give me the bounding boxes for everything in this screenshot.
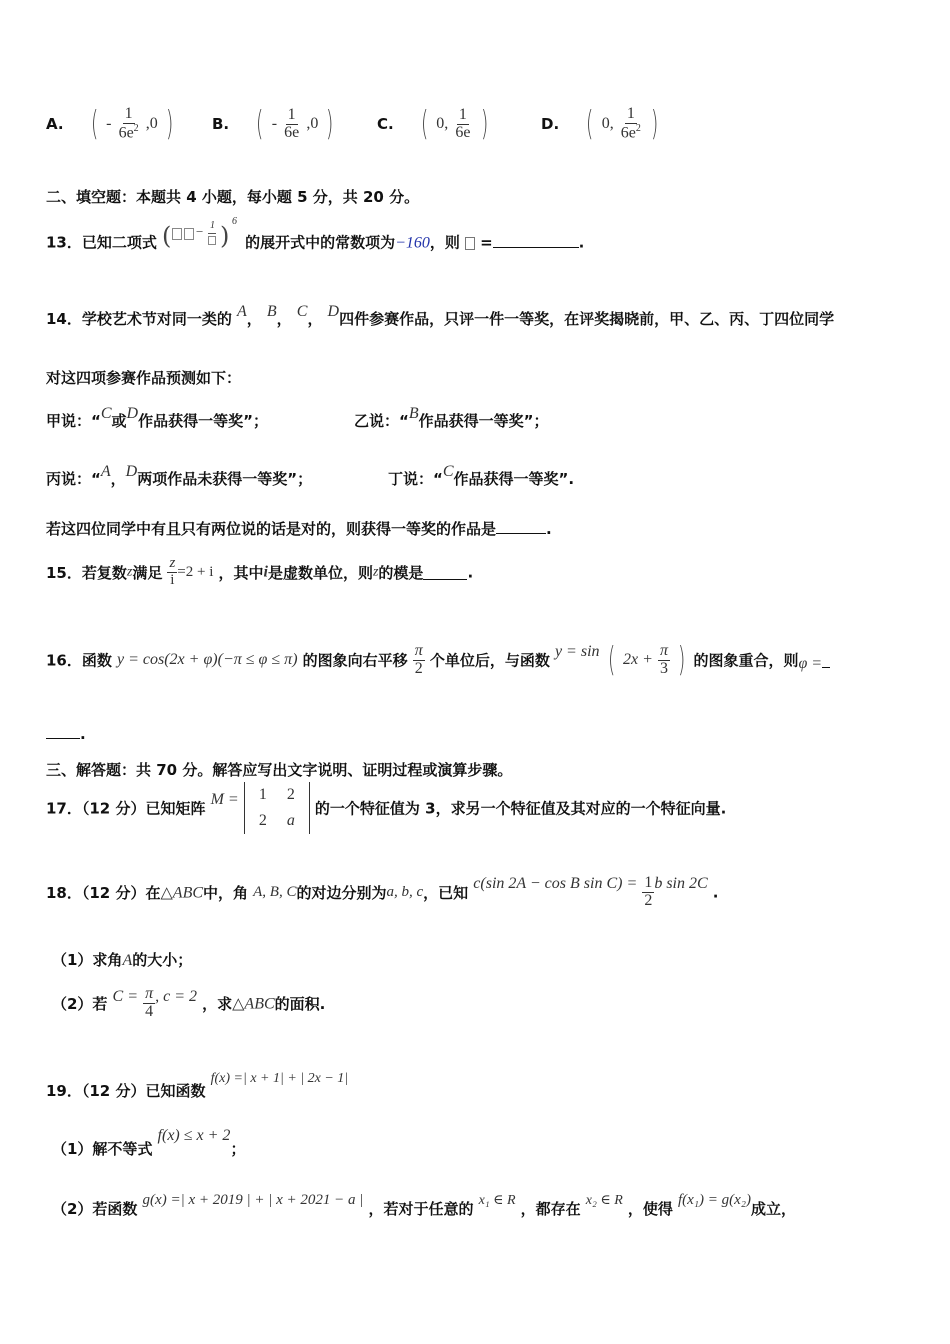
question-19-part-1: （1）解不等式 f(x) ≤ x + 2； (52, 1127, 246, 1158)
pi-over-2-fraction: $\frac{\pi}{2}$ (414, 641, 423, 677)
placeholder-box (465, 237, 475, 250)
question-18: 18．（12 分）在△ABC中，角 A, B, C的对边分别为a, b, c，已知 c(sin 2A − cos B sin C) = $\frac{1}{2}$ b sin 2C . (46, 874, 719, 909)
left-paren: ( (90, 104, 99, 144)
pi-over-4-fraction: $\frac{\pi}{4}$ (145, 985, 154, 1020)
option-c-fraction: $\frac{1}{6e}$ (455, 105, 471, 141)
answer-blank-16a[interactable] (822, 653, 830, 668)
question-14-last: 若这四位同学中有且只有两位说的话是对的，则获得一等奖的作品是 . (46, 520, 552, 538)
half-fraction: $\frac{1}{2}$ (644, 874, 653, 909)
question-16-continued: . (46, 724, 86, 743)
left-paren: ( (420, 104, 429, 144)
question-14-line-2: 对这四项参赛作品预测如下： (46, 369, 242, 387)
option-a-letter: A. (46, 115, 64, 133)
option-a: A. ( - $\frac{1}{6e^2}$ ,0 ) (46, 104, 174, 144)
question-14-ding: 丁说：“C作品获得一等奖”. (388, 463, 575, 488)
binomial-image: ( − 1 ) 6 (161, 216, 237, 250)
answer-blank-13[interactable] (493, 233, 579, 248)
option-a-fraction: $\frac{1}{6e^2}$ (118, 105, 139, 142)
option-d-letter: D. (541, 115, 560, 133)
option-c-letter: C. (377, 115, 394, 133)
option-b-fraction: $\frac{1}{6e}$ (284, 105, 300, 141)
section-3-title: 三、解答题：共 70 分。解答应写出文字说明、证明过程或演算步骤。 (46, 761, 513, 779)
right-paren: ) (480, 104, 488, 144)
option-d-fraction: $\frac{1}{6e^2}$ (620, 105, 641, 142)
option-c: C. ( 0, $\frac{1}{6e}$ ) (377, 104, 488, 144)
question-14-line-1: 14．学校艺术节对同一类的 A， B， C， D四件参赛作品，只评一件一等奖，在评奖揭晓前，甲、乙、丙、丁四位同学 (46, 303, 835, 328)
right-paren: ) (326, 104, 334, 144)
question-19-part-2: （2）若函数 g(x) =| x + 2019 | + | x + 2021 − a | ，若对于任意的 x₁ ∈ R ，都存在 x₂ ∈ R ，使得 f(x₁) = g(x₂)成立， (52, 1192, 797, 1218)
option-d: D. ( 0, $\frac{1}{6e^2}$ ) (541, 104, 659, 144)
question-18-part-1: （1）求角A的大小； (52, 951, 193, 969)
question-14-bing: 丙说：“A，D两项作品未获得一等奖”； (46, 463, 313, 488)
z-over-i-fraction: $\frac{z}{i}$ (169, 555, 176, 588)
matrix-m: 1 2 2 a (244, 782, 310, 834)
left-paren: ( (256, 104, 264, 144)
answer-blank-16b[interactable] (46, 724, 80, 739)
question-19: 19．（12 分）已知函数 f(x) =| x + 1| + | 2x − 1| (46, 1071, 349, 1100)
right-paren: ) (650, 104, 659, 144)
question-17: 17．（12 分）已知矩阵 M = 1 2 2 a 的一个特征值为 3，求另一个特征值及其对应的一个特征向量. (46, 782, 726, 834)
option-b: B. ( - $\frac{1}{6e}$ ,0 ) (212, 104, 334, 144)
question-14-jia: 甲说：“C或D作品获得一等奖”； (46, 405, 268, 430)
right-paren: ) (165, 104, 174, 144)
question-13: 13．已知二项式 ( − 1 ) 6 的展开式中的常数项为−160，则 = . (46, 216, 585, 252)
answer-blank-14[interactable] (496, 519, 546, 534)
question-18-part-2: （2）若 C = $\frac{\pi}{4}$ , c = 2 ，求△ABC的面积. (52, 985, 326, 1020)
answer-blank-15[interactable] (423, 565, 467, 580)
pi-over-3-fraction: $\frac{\pi}{3}$ (659, 641, 668, 677)
question-15: 15．若复数z满足 $\frac{z}{i}$ =2 + i ，其中i是虚数单位，则z的模是 . (46, 555, 474, 588)
question-14-yi: 乙说：“B作品获得一等奖”； (354, 405, 549, 430)
option-b-letter: B. (212, 115, 230, 133)
section-2-title: 二、填空题：本题共 4 小题，每小题 5 分，共 20 分。 (46, 188, 420, 206)
question-16: 16．函数 y = cos(2x + φ)(−π ≤ φ ≤ π) 的图象向右平移 $\frac{\pi}{2}$ 个单位后，与函数 y = sin ( 2x + $\frac{\pi}{3}$ ) 的图象重合，则φ = (46, 640, 830, 680)
left-paren: ( (586, 104, 594, 144)
